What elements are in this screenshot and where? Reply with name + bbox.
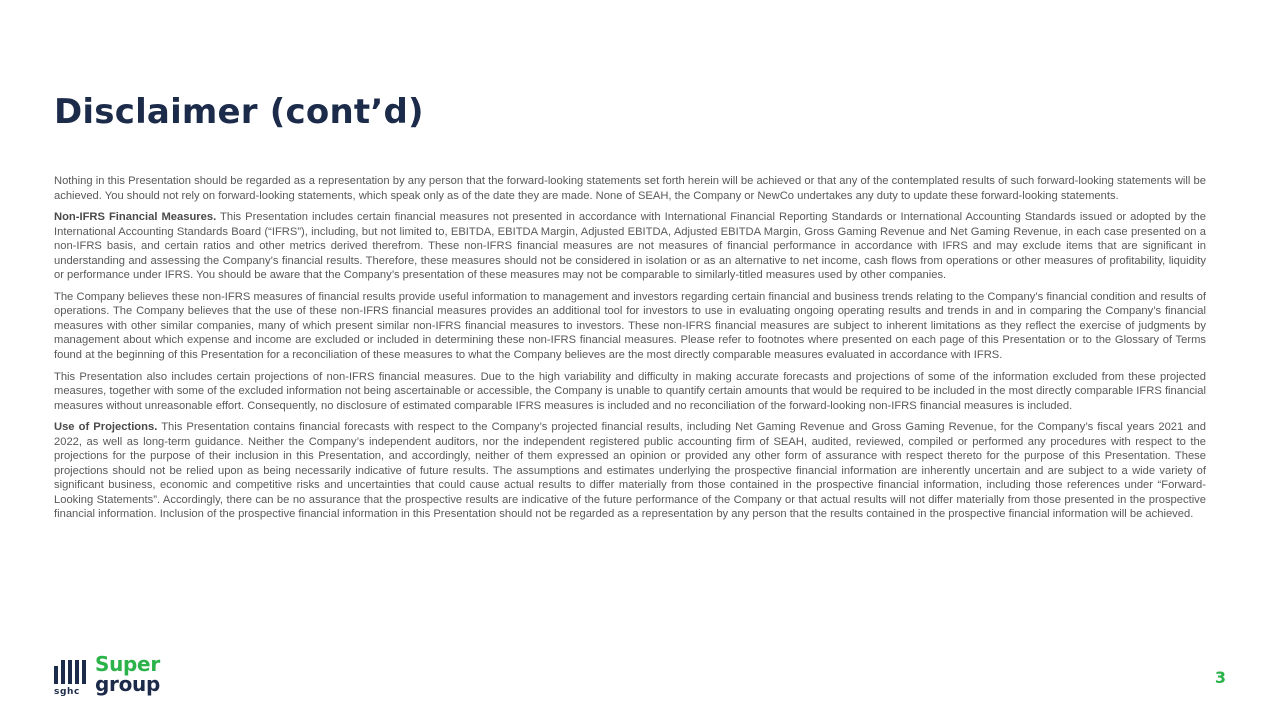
logo-line-super: Super <box>95 652 160 676</box>
paragraph-non-ifrs <box>54 210 1206 283</box>
paragraph-projections-non-ifrs: This Presentation also includes certain projections of non-IFRS financial measures. Due to the high variability and difficulty in making accurate forecasts and projections of some of the information excluded from these projected measures, together with some of the excluded information not being ascertainable or accessible, the Company is unable to quantify certain amounts that would be required to be included in the most directly comparable IFRS financial measures without unreasonable effort. Consequently, no disclosure of estimated comparable IFRS measures is included and no reconciliation of the forward-looking non-IFRS financial measures is included. <box>54 370 1206 412</box>
logo-sub-text: sghc <box>54 687 80 697</box>
page-number: 3 <box>1214 668 1226 687</box>
paragraph-lead-projections: Use of Projections. <box>54 421 158 434</box>
disclaimer-body <box>54 174 1206 529</box>
super-group-logo <box>54 652 169 700</box>
paragraph-text-non-ifrs: This Presentation includes certain financial measures not presented in accordance with International Financial Reporting Standards or International Accounting Standards issued or adopted by the International Accounting Standards Board (“IFRS”), including, but not limited to, EBITDA, EBITDA Margin, Adjusted EBITDA, Adjusted EBITDA Margin, Gross Gaming Revenue and Net Gaming Revenue, in each case presented on a non-IFRS basis, and certain ratios and other metrics derived therefrom. These non-IFRS financial measures are not measures of financial performance in accordance with IFRS and may exclude items that are significant in understanding and assessing the Company’s financial results. Therefore, these measures should not be considered in isolation or as an alternative to net income, cash flows from operations or other measures of profitability, liquidity or performance under IFRS. You should be aware that the Company’s presentation of these measures may not be comparable to similarly-titled measures used by other companies. <box>54 211 1206 282</box>
paragraph-forward-looking: Nothing in this Presentation should be regarded as a representation by any person that the forward-looking statements set forth herein will be achieved or that any of the contemplated results of such forward-looking statements will be achieved. You should not rely on forward-looking statements, which speak only as of the date they are made. None of SEAH, the Company or NewCo undertakes any duty to update these forward-looking statements. <box>54 175 1206 202</box>
paragraph-lead-non-ifrs: Non-IFRS Financial Measures. <box>54 211 217 224</box>
paragraph-text-projections: This Presentation contains financial forecasts with respect to the Company’s projected financial results, including Net Gaming Revenue and Gross Gaming Revenue, for the Company’s fiscal years 2021 and 2022, as well as long-term guidance. Neither the Company’s independent auditors, nor the independent registered public accounting firm of SEAH, audited, reviewed, compiled or performed any procedures with respect to the projections for the purpose of their inclusion in this Presentation, and accordingly, neither of them expressed an opinion or provided any other form of assurance with respect thereto for the purpose of this Presentation. These projections should not be relied upon as being necessarily indicative of future results. The assumptions and estimates underlying the prospective financial information are inherently uncertain and are subject to a wide variety of significant business, economic and competitive risks and uncertainties that could cause actual results to differ materially from those contained in the prospective financial information, including those references under “Forward-Looking Statements”. Accordingly, there can be no assurance that the prospective results are indicative of the future performance of the Company or that actual results will not differ materially from those presented in the prospective financial information. Inclusion of the prospective financial information in this Presentation should not be regarded as a representation by any person that the results contained in the prospective financial information will be achieved. <box>54 421 1206 521</box>
logo-wordmark <box>95 654 160 694</box>
sghc-bars-icon <box>54 656 90 700</box>
paragraph-use-of-projections <box>54 420 1206 522</box>
paragraph-company-believes: The Company believes these non-IFRS measures of financial results provide useful information to management and investors regarding certain financial and business trends relating to the Company’s financial condition and results of operations. The Company believes that the use of these non-IFRS financial measures provides an additional tool for investors to use in evaluating ongoing operating results and trends in and in comparing the Company’s financial measures with other similar companies, many of which present similar non-IFRS financial measures to investors. These non-IFRS financial measures are subject to inherent limitations as they reflect the exercise of judgments by management about which expense and income are excluded or included in determining these non-IFRS financial measures. Please refer to footnotes where presented on each page of this Presentation or to the Glossary of Terms found at the beginning of this Presentation for a reconciliation of these measures to what the Company believes are the most directly comparable measures evaluated in accordance with IFRS. <box>54 290 1206 362</box>
page-title: Disclaimer (cont’d) <box>54 92 424 132</box>
logo-line-group: group <box>95 672 160 696</box>
